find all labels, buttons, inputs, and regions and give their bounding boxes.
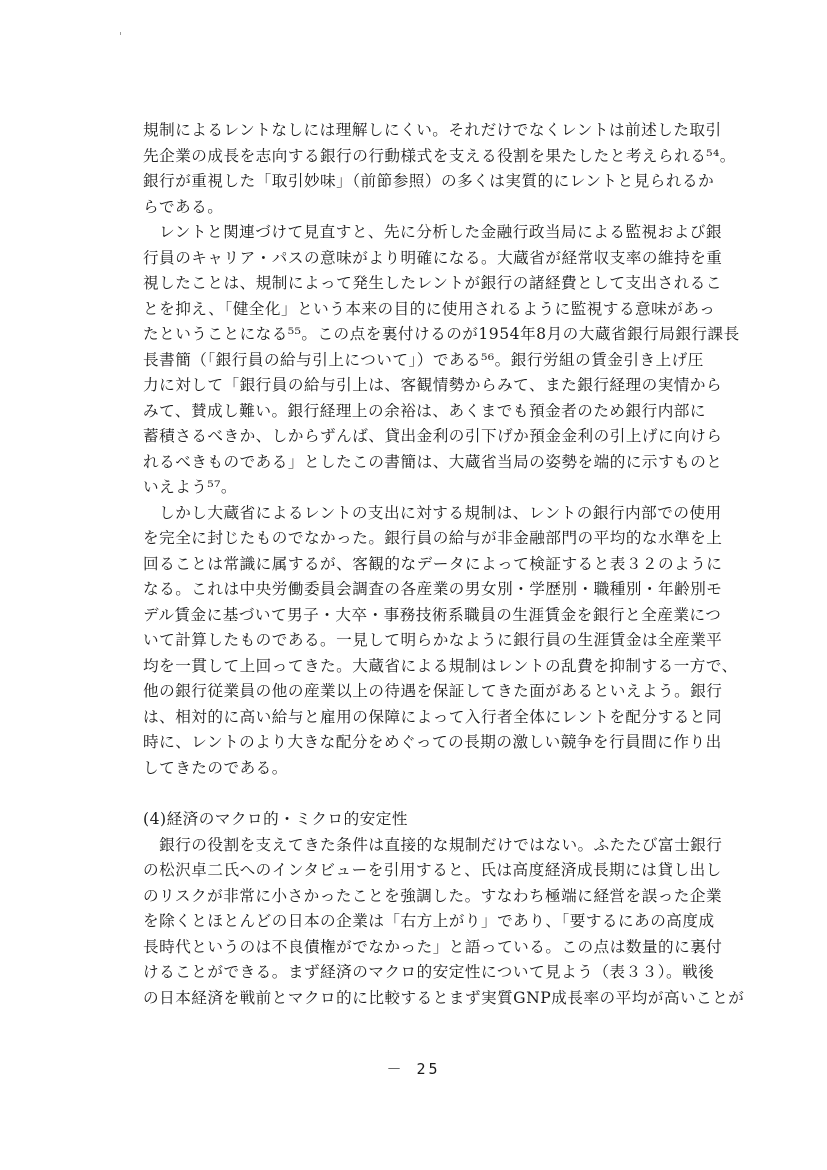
text-line: 視したことは、規制によって発生したレントが銀行の諸経費として支出されるこ — [143, 274, 722, 292]
section-heading — [143, 807, 723, 833]
paragraph — [143, 501, 738, 782]
text-line: 長書簡（「銀行員の給与引上について」）である⁵⁶。銀行労組の賃金引き上げ圧 — [143, 350, 704, 369]
text-line: らである。 — [143, 197, 224, 216]
text-line: 他の銀行従業員の他の産業以上の待遇を保証してきた面があるといえよう。銀行 — [143, 682, 723, 700]
text-line: を完全に封じたものでなかった。銀行員の給与が非金融部門の平均的な水準を上 — [143, 529, 723, 547]
page-number: － 25 — [386, 1060, 441, 1078]
text-line: してきたのである。 — [143, 758, 288, 777]
paragraph — [143, 118, 736, 220]
paragraph — [143, 220, 740, 501]
text-line: 長時代というのは不良債権がでなかった」と語っている。この点は数量的に裏付 — [143, 937, 723, 956]
text-line: の日本経済を戦前とマクロ的に比較するとまず実質GNP成長率の平均が高いことが — [143, 988, 745, 1007]
text-line: みて、賛成し難い。銀行経理上の余裕は、あくまでも預金者のため銀行内部に — [143, 401, 706, 420]
text-line: 蓄積さるべきか、しからずんば、貸出金利の引下げか預金金利の引上げに向けら — [143, 427, 723, 445]
text-line: たということになる⁵⁵。この点を裏付けるのが1954年8月の大蔵省銀行局銀行課長 — [143, 325, 740, 343]
text-line: 力に対して「銀行員の給与引上は、客観情勢からみて、また銀行経理の実情から — [143, 376, 723, 394]
text-line: けることができる。まず経済のマクロ的安定性について見よう（表３３）。戦後 — [143, 963, 715, 981]
text-line: 時に、レントのより大きな配分をめぐっての長期の激しい競争を行員間に作り出 — [143, 733, 722, 751]
body-text — [143, 118, 745, 1011]
text-line: 銀行が重視した「取引妙味」（前節参照）の多くは実質的にレントと見られるか — [143, 172, 715, 190]
text-line: 規制によるレントなしには理解しにくい。それだけでなくレントは前述した取引 — [143, 121, 722, 139]
text-line: なる。これは中央労働委員会調査の各産業の男女別・学歴別・職種別・年齢別モ — [143, 580, 723, 598]
paragraph — [143, 833, 745, 1012]
text-line: いて計算したものである。一見して明らかなように銀行員の生涯賃金は全産業平 — [143, 631, 723, 649]
text-line: 行員のキャリア・パスの意味がより明確になる。大蔵省が経常収支率の維持を重 — [143, 248, 723, 267]
text-line: しかし大蔵省によるレントの支出に対する規制は、レントの銀行内部での使用 — [143, 503, 722, 522]
scan-mark — [120, 32, 121, 35]
paragraph-gap — [143, 781, 723, 807]
text-line: の松沢卓二氏へのインタビューを引用すると、氏は高度経済成長期には貸し出し — [143, 861, 722, 879]
text-line: 先企業の成長を志向する銀行の行動様式を支える役割を果たしたと考えられる⁵⁴。 — [143, 146, 736, 165]
text-line: とを抑え、「健全化」という本来の目的に使用されるように監視する意味があっ — [143, 299, 716, 318]
text-line: レントと関連づけて見直すと、先に分析した金融行政当局による監視および銀 — [143, 223, 722, 241]
text-line: を除くとほとんどの日本の企業は「右方上がり」であり、「要するにあの高度成 — [143, 912, 715, 930]
section-heading-text: (4)経済のマクロ的・ミクロ的安定性 — [143, 810, 408, 828]
text-line: デル賃金に基づいて男子・大卒・事務技術系職員の生涯賃金を銀行と全産業につ — [143, 605, 722, 624]
text-line: 銀行の役割を支えてきた条件は直接的な規制だけではない。ふたたび富士銀行 — [143, 835, 723, 854]
text-line: れるべきものである」としたこの書簡は、大蔵省当局の姿勢を端的に示すものと — [143, 452, 723, 471]
text-line: は、相対的に高い給与と雇用の保障によって入行者全体にレントを配分すると同 — [143, 707, 722, 726]
text-line: 回ることは常識に属するが、客観的なデータによって検証すると表３２のように — [143, 554, 723, 573]
text-line: 均を一貫して上回ってきた。大蔵省による規制はレントの乱費を抑制する一方で、 — [143, 656, 738, 675]
text-line: いえよう⁵⁷。 — [143, 478, 237, 496]
text-line: のリスクが非常に小さかったことを強調した。すなわち極端に経営を誤った企業 — [143, 886, 723, 905]
